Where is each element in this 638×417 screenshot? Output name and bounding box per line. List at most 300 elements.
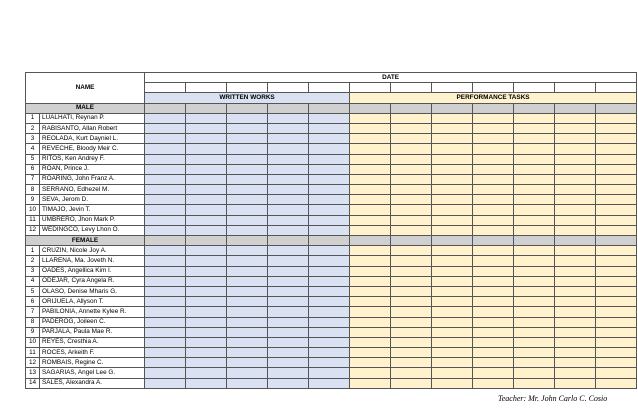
written-work-score-cell[interactable] [145,123,186,133]
written-work-score-cell[interactable] [145,256,186,266]
performance-task-score-cell[interactable] [391,174,432,184]
performance-task-score-cell[interactable] [596,113,637,123]
written-work-score-cell[interactable] [145,368,186,378]
performance-task-score-cell[interactable] [391,256,432,266]
written-work-score-cell[interactable] [186,134,227,144]
performance-task-score-cell[interactable] [596,215,637,225]
performance-task-score-cell[interactable] [555,185,596,195]
performance-task-score-cell[interactable] [473,246,514,256]
performance-task-score-cell[interactable] [555,286,596,296]
performance-task-score-cell[interactable] [473,134,514,144]
written-work-score-cell[interactable] [227,215,268,225]
performance-task-score-cell[interactable] [596,134,637,144]
performance-task-score-cell[interactable] [473,195,514,205]
performance-task-score-cell[interactable] [391,123,432,133]
performance-task-score-cell[interactable] [350,154,391,164]
date-cell[interactable] [432,83,473,93]
performance-task-score-cell[interactable] [350,348,391,358]
performance-task-score-cell[interactable] [350,134,391,144]
performance-task-score-cell[interactable] [432,276,473,286]
performance-task-score-cell[interactable] [596,368,637,378]
performance-task-score-cell[interactable] [514,286,555,296]
performance-task-score-cell[interactable] [596,174,637,184]
written-work-score-cell[interactable] [186,256,227,266]
written-work-score-cell[interactable] [186,378,227,388]
performance-task-score-cell[interactable] [473,286,514,296]
performance-task-score-cell[interactable] [514,266,555,276]
performance-task-score-cell[interactable] [596,256,637,266]
written-work-score-cell[interactable] [309,327,350,337]
written-work-score-cell[interactable] [268,378,309,388]
written-work-score-cell[interactable] [145,195,186,205]
performance-task-score-cell[interactable] [391,164,432,174]
written-work-score-cell[interactable] [309,276,350,286]
written-work-score-cell[interactable] [145,174,186,184]
written-work-score-cell[interactable] [186,276,227,286]
written-work-score-cell[interactable] [186,266,227,276]
performance-task-score-cell[interactable] [391,276,432,286]
written-work-score-cell[interactable] [186,205,227,215]
performance-task-score-cell[interactable] [350,307,391,317]
written-work-score-cell[interactable] [145,113,186,123]
written-work-score-cell[interactable] [268,348,309,358]
performance-task-score-cell[interactable] [432,215,473,225]
written-work-score-cell[interactable] [227,195,268,205]
performance-task-score-cell[interactable] [555,134,596,144]
performance-task-score-cell[interactable] [391,358,432,368]
written-work-score-cell[interactable] [145,246,186,256]
performance-task-score-cell[interactable] [555,297,596,307]
date-cell[interactable] [268,83,309,93]
date-cell[interactable] [514,83,555,93]
written-work-score-cell[interactable] [227,378,268,388]
written-work-score-cell[interactable] [227,256,268,266]
performance-task-score-cell[interactable] [391,368,432,378]
performance-task-score-cell[interactable] [514,368,555,378]
performance-task-score-cell[interactable] [514,205,555,215]
performance-task-score-cell[interactable] [473,174,514,184]
performance-task-score-cell[interactable] [391,113,432,123]
written-work-score-cell[interactable] [145,358,186,368]
performance-task-score-cell[interactable] [596,246,637,256]
date-cell[interactable] [596,83,637,93]
performance-task-score-cell[interactable] [555,195,596,205]
performance-task-score-cell[interactable] [514,123,555,133]
date-cell[interactable] [227,83,268,93]
date-cell[interactable] [350,83,391,93]
written-work-score-cell[interactable] [268,195,309,205]
written-work-score-cell[interactable] [186,307,227,317]
written-work-score-cell[interactable] [227,164,268,174]
performance-task-score-cell[interactable] [432,286,473,296]
performance-task-score-cell[interactable] [350,164,391,174]
written-work-score-cell[interactable] [186,164,227,174]
performance-task-score-cell[interactable] [514,225,555,235]
performance-task-score-cell[interactable] [432,297,473,307]
performance-task-score-cell[interactable] [555,205,596,215]
written-work-score-cell[interactable] [145,225,186,235]
performance-task-score-cell[interactable] [596,317,637,327]
performance-task-score-cell[interactable] [514,317,555,327]
written-work-score-cell[interactable] [309,154,350,164]
performance-task-score-cell[interactable] [432,205,473,215]
performance-task-score-cell[interactable] [350,286,391,296]
performance-task-score-cell[interactable] [432,307,473,317]
written-work-score-cell[interactable] [309,113,350,123]
performance-task-score-cell[interactable] [350,317,391,327]
performance-task-score-cell[interactable] [432,327,473,337]
written-work-score-cell[interactable] [227,154,268,164]
written-work-score-cell[interactable] [227,113,268,123]
written-work-score-cell[interactable] [145,164,186,174]
performance-task-score-cell[interactable] [514,134,555,144]
performance-task-score-cell[interactable] [432,134,473,144]
performance-task-score-cell[interactable] [514,348,555,358]
performance-task-score-cell[interactable] [555,256,596,266]
performance-task-score-cell[interactable] [514,195,555,205]
written-work-score-cell[interactable] [186,174,227,184]
performance-task-score-cell[interactable] [596,266,637,276]
performance-task-score-cell[interactable] [555,358,596,368]
performance-task-score-cell[interactable] [432,185,473,195]
written-work-score-cell[interactable] [145,307,186,317]
performance-task-score-cell[interactable] [432,378,473,388]
performance-task-score-cell[interactable] [514,164,555,174]
written-work-score-cell[interactable] [268,113,309,123]
date-cell[interactable] [309,83,350,93]
performance-task-score-cell[interactable] [391,134,432,144]
performance-task-score-cell[interactable] [555,327,596,337]
performance-task-score-cell[interactable] [432,358,473,368]
performance-task-score-cell[interactable] [596,205,637,215]
written-work-score-cell[interactable] [227,286,268,296]
written-work-score-cell[interactable] [227,266,268,276]
performance-task-score-cell[interactable] [514,174,555,184]
performance-task-score-cell[interactable] [596,195,637,205]
written-work-score-cell[interactable] [145,154,186,164]
performance-task-score-cell[interactable] [473,185,514,195]
performance-task-score-cell[interactable] [391,266,432,276]
performance-task-score-cell[interactable] [514,256,555,266]
performance-task-score-cell[interactable] [391,348,432,358]
written-work-score-cell[interactable] [227,368,268,378]
written-work-score-cell[interactable] [186,144,227,154]
written-work-score-cell[interactable] [309,134,350,144]
performance-task-score-cell[interactable] [514,297,555,307]
written-work-score-cell[interactable] [309,266,350,276]
written-work-score-cell[interactable] [309,164,350,174]
performance-task-score-cell[interactable] [555,174,596,184]
written-work-score-cell[interactable] [227,174,268,184]
performance-task-score-cell[interactable] [473,215,514,225]
written-work-score-cell[interactable] [227,297,268,307]
performance-task-score-cell[interactable] [432,246,473,256]
performance-task-score-cell[interactable] [391,317,432,327]
written-work-score-cell[interactable] [227,348,268,358]
written-work-score-cell[interactable] [227,307,268,317]
performance-task-score-cell[interactable] [514,276,555,286]
performance-task-score-cell[interactable] [432,368,473,378]
performance-task-score-cell[interactable] [350,225,391,235]
performance-task-score-cell[interactable] [473,337,514,347]
performance-task-score-cell[interactable] [473,378,514,388]
performance-task-score-cell[interactable] [596,348,637,358]
performance-task-score-cell[interactable] [555,246,596,256]
performance-task-score-cell[interactable] [391,337,432,347]
written-work-score-cell[interactable] [268,307,309,317]
written-work-score-cell[interactable] [227,337,268,347]
performance-task-score-cell[interactable] [432,123,473,133]
written-work-score-cell[interactable] [268,215,309,225]
written-work-score-cell[interactable] [268,205,309,215]
written-work-score-cell[interactable] [227,225,268,235]
written-work-score-cell[interactable] [227,134,268,144]
performance-task-score-cell[interactable] [391,144,432,154]
performance-task-score-cell[interactable] [596,337,637,347]
performance-task-score-cell[interactable] [391,286,432,296]
performance-task-score-cell[interactable] [514,358,555,368]
performance-task-score-cell[interactable] [473,307,514,317]
written-work-score-cell[interactable] [145,134,186,144]
date-cell[interactable] [555,83,596,93]
written-work-score-cell[interactable] [186,358,227,368]
performance-task-score-cell[interactable] [432,174,473,184]
performance-task-score-cell[interactable] [391,205,432,215]
written-work-score-cell[interactable] [145,185,186,195]
written-work-score-cell[interactable] [268,256,309,266]
written-work-score-cell[interactable] [268,266,309,276]
written-work-score-cell[interactable] [309,297,350,307]
performance-task-score-cell[interactable] [432,113,473,123]
performance-task-score-cell[interactable] [391,195,432,205]
performance-task-score-cell[interactable] [596,185,637,195]
performance-task-score-cell[interactable] [596,358,637,368]
performance-task-score-cell[interactable] [596,307,637,317]
written-work-score-cell[interactable] [186,113,227,123]
written-work-score-cell[interactable] [268,134,309,144]
performance-task-score-cell[interactable] [391,378,432,388]
written-work-score-cell[interactable] [145,378,186,388]
performance-task-score-cell[interactable] [514,154,555,164]
written-work-score-cell[interactable] [227,205,268,215]
performance-task-score-cell[interactable] [473,164,514,174]
written-work-score-cell[interactable] [268,276,309,286]
performance-task-score-cell[interactable] [432,225,473,235]
performance-task-score-cell[interactable] [555,123,596,133]
written-work-score-cell[interactable] [186,317,227,327]
performance-task-score-cell[interactable] [391,327,432,337]
performance-task-score-cell[interactable] [555,378,596,388]
written-work-score-cell[interactable] [186,286,227,296]
date-cell[interactable] [186,83,227,93]
performance-task-score-cell[interactable] [432,348,473,358]
performance-task-score-cell[interactable] [555,266,596,276]
written-work-score-cell[interactable] [227,123,268,133]
written-work-score-cell[interactable] [268,144,309,154]
performance-task-score-cell[interactable] [555,307,596,317]
performance-task-score-cell[interactable] [350,358,391,368]
performance-task-score-cell[interactable] [596,378,637,388]
written-work-score-cell[interactable] [186,348,227,358]
performance-task-score-cell[interactable] [350,266,391,276]
performance-task-score-cell[interactable] [350,144,391,154]
performance-task-score-cell[interactable] [555,154,596,164]
performance-task-score-cell[interactable] [350,256,391,266]
performance-task-score-cell[interactable] [596,286,637,296]
written-work-score-cell[interactable] [268,368,309,378]
performance-task-score-cell[interactable] [432,164,473,174]
written-work-score-cell[interactable] [309,368,350,378]
performance-task-score-cell[interactable] [350,297,391,307]
written-work-score-cell[interactable] [268,164,309,174]
written-work-score-cell[interactable] [309,348,350,358]
written-work-score-cell[interactable] [145,348,186,358]
written-work-score-cell[interactable] [309,307,350,317]
performance-task-score-cell[interactable] [350,337,391,347]
written-work-score-cell[interactable] [268,297,309,307]
performance-task-score-cell[interactable] [596,297,637,307]
performance-task-score-cell[interactable] [350,185,391,195]
written-work-score-cell[interactable] [268,246,309,256]
written-work-score-cell[interactable] [268,327,309,337]
written-work-score-cell[interactable] [145,327,186,337]
written-work-score-cell[interactable] [309,144,350,154]
performance-task-score-cell[interactable] [514,327,555,337]
written-work-score-cell[interactable] [309,256,350,266]
performance-task-score-cell[interactable] [555,276,596,286]
performance-task-score-cell[interactable] [432,195,473,205]
written-work-score-cell[interactable] [309,215,350,225]
performance-task-score-cell[interactable] [555,113,596,123]
performance-task-score-cell[interactable] [596,154,637,164]
date-cell[interactable] [391,83,432,93]
performance-task-score-cell[interactable] [555,225,596,235]
performance-task-score-cell[interactable] [432,317,473,327]
written-work-score-cell[interactable] [227,144,268,154]
performance-task-score-cell[interactable] [473,256,514,266]
performance-task-score-cell[interactable] [596,144,637,154]
performance-task-score-cell[interactable] [514,113,555,123]
performance-task-score-cell[interactable] [473,154,514,164]
written-work-score-cell[interactable] [186,185,227,195]
performance-task-score-cell[interactable] [473,358,514,368]
written-work-score-cell[interactable] [186,337,227,347]
performance-task-score-cell[interactable] [555,215,596,225]
performance-task-score-cell[interactable] [473,327,514,337]
performance-task-score-cell[interactable] [473,205,514,215]
written-work-score-cell[interactable] [309,195,350,205]
performance-task-score-cell[interactable] [473,276,514,286]
written-work-score-cell[interactable] [186,154,227,164]
performance-task-score-cell[interactable] [514,307,555,317]
performance-task-score-cell[interactable] [350,123,391,133]
performance-task-score-cell[interactable] [432,154,473,164]
written-work-score-cell[interactable] [309,205,350,215]
performance-task-score-cell[interactable] [350,195,391,205]
performance-task-score-cell[interactable] [391,215,432,225]
written-work-score-cell[interactable] [227,327,268,337]
written-work-score-cell[interactable] [227,246,268,256]
written-work-score-cell[interactable] [309,317,350,327]
written-work-score-cell[interactable] [186,297,227,307]
performance-task-score-cell[interactable] [596,123,637,133]
written-work-score-cell[interactable] [268,123,309,133]
written-work-score-cell[interactable] [309,246,350,256]
written-work-score-cell[interactable] [268,185,309,195]
written-work-score-cell[interactable] [186,123,227,133]
performance-task-score-cell[interactable] [514,144,555,154]
written-work-score-cell[interactable] [309,185,350,195]
performance-task-score-cell[interactable] [391,297,432,307]
date-cell[interactable] [473,83,514,93]
written-work-score-cell[interactable] [186,327,227,337]
written-work-score-cell[interactable] [309,225,350,235]
performance-task-score-cell[interactable] [473,297,514,307]
performance-task-score-cell[interactable] [473,144,514,154]
date-cell[interactable] [145,83,186,93]
written-work-score-cell[interactable] [268,358,309,368]
written-work-score-cell[interactable] [186,246,227,256]
written-work-score-cell[interactable] [145,297,186,307]
written-work-score-cell[interactable] [145,317,186,327]
performance-task-score-cell[interactable] [432,266,473,276]
performance-task-score-cell[interactable] [350,378,391,388]
written-work-score-cell[interactable] [186,368,227,378]
written-work-score-cell[interactable] [227,276,268,286]
written-work-score-cell[interactable] [268,154,309,164]
performance-task-score-cell[interactable] [473,317,514,327]
written-work-score-cell[interactable] [186,195,227,205]
written-work-score-cell[interactable] [268,317,309,327]
performance-task-score-cell[interactable] [596,276,637,286]
performance-task-score-cell[interactable] [350,246,391,256]
performance-task-score-cell[interactable] [432,256,473,266]
performance-task-score-cell[interactable] [555,337,596,347]
written-work-score-cell[interactable] [309,337,350,347]
written-work-score-cell[interactable] [145,144,186,154]
performance-task-score-cell[interactable] [473,266,514,276]
performance-task-score-cell[interactable] [432,337,473,347]
performance-task-score-cell[interactable] [555,368,596,378]
performance-task-score-cell[interactable] [473,123,514,133]
performance-task-score-cell[interactable] [391,307,432,317]
performance-task-score-cell[interactable] [596,327,637,337]
written-work-score-cell[interactable] [309,378,350,388]
written-work-score-cell[interactable] [309,174,350,184]
performance-task-score-cell[interactable] [596,225,637,235]
performance-task-score-cell[interactable] [350,113,391,123]
written-work-score-cell[interactable] [145,215,186,225]
written-work-score-cell[interactable] [309,123,350,133]
performance-task-score-cell[interactable] [555,164,596,174]
performance-task-score-cell[interactable] [350,174,391,184]
written-work-score-cell[interactable] [145,266,186,276]
written-work-score-cell[interactable] [227,317,268,327]
performance-task-score-cell[interactable] [473,113,514,123]
written-work-score-cell[interactable] [227,185,268,195]
performance-task-score-cell[interactable] [514,246,555,256]
written-work-score-cell[interactable] [145,337,186,347]
written-work-score-cell[interactable] [186,215,227,225]
performance-task-score-cell[interactable] [391,185,432,195]
performance-task-score-cell[interactable] [350,327,391,337]
performance-task-score-cell[interactable] [514,215,555,225]
written-work-score-cell[interactable] [268,174,309,184]
performance-task-score-cell[interactable] [514,337,555,347]
written-work-score-cell[interactable] [145,276,186,286]
written-work-score-cell[interactable] [268,225,309,235]
performance-task-score-cell[interactable] [555,348,596,358]
